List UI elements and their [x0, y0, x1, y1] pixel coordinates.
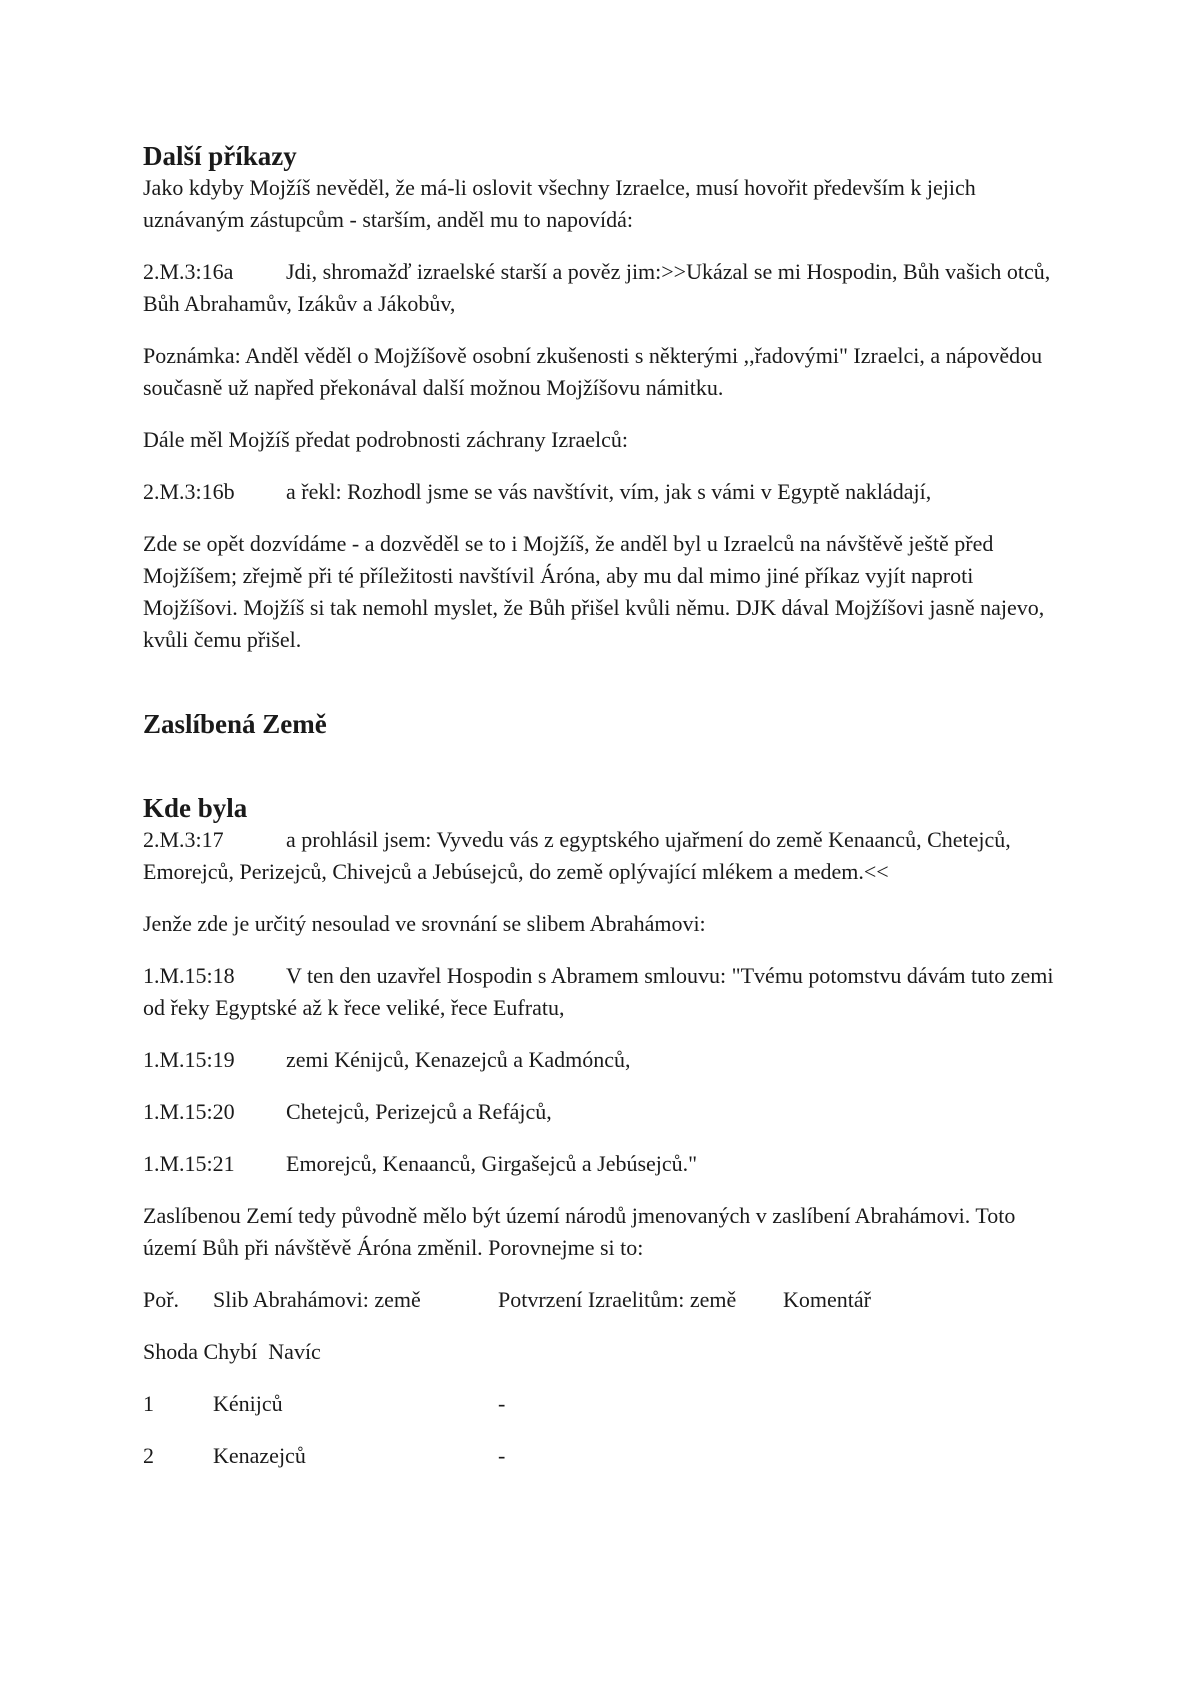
verse-2m-3-16a: [143, 256, 1063, 320]
column-header: Poř.: [143, 1287, 180, 1312]
paragraph-discrepancy: Jenže zde je určitý nesoulad ve srovnání se slibem Abrahámovi:: [143, 911, 706, 936]
paragraph-details: Dále měl Mojžíš předat podrobnosti záchrany Izraelců:: [143, 427, 629, 452]
verse-2m-3-17: [143, 824, 1063, 888]
table-row: [143, 1388, 1063, 1420]
comparison-table: [143, 1284, 1063, 1472]
verse-2m-3-16b: [143, 476, 1063, 508]
verse-text: Chetejců, Perizejců a Refájců,: [286, 1099, 552, 1124]
column-header: Slib Abrahámovi: země: [213, 1287, 421, 1312]
paragraph-commentary: Zde se opět dozvídáme - a dozvěděl se to i Mojžíš, že anděl byl u Izraelců na návštěvě ještě před Mojžíšem; zřejmě při té příležitosti navštívil Áróna, aby mu dal mimo jiné příkaz vyjít naproti Mojžíšovi. Mojžíš si tak nemohl myslet, že Bůh přišel kvůli němu. DJK dával Mojžíšovi jasně najevo, kvůli čemu přišel.: [143, 531, 1045, 652]
verse-ref: 2.M.3:16a: [143, 259, 234, 284]
paragraph-comparison: Zaslíbenou Zemí tedy původně mělo být území národů jmenovaných v zaslíbení Abrahámovi. Toto území Bůh při návštěvě Áróna změnil. Porovnejme si to:: [143, 1203, 1016, 1260]
verse-text: Emorejců, Kenaanců, Girgašejců a Jebúsejců.": [286, 1151, 698, 1176]
section-heading-zaslibena-zeme: Zaslíbená Země: [143, 709, 327, 739]
verse-1m-15-19: [143, 1044, 1063, 1076]
document-content: [143, 140, 1063, 1472]
table-cell: 1: [143, 1391, 154, 1416]
verse-ref: 1.M.15:21: [143, 1151, 235, 1176]
section-heading-dalsi-prikazy: Další příkazy: [143, 141, 297, 171]
paragraph-note: Poznámka: Anděl věděl o Mojžíšově osobní zkušenosti s některými ,,řadovými" Izraelci, a nápovědou současně už napřed překonával další možnou Mojžíšovu námitku.: [143, 343, 1043, 400]
column-subheader: Shoda Chybí Navíc: [143, 1339, 321, 1364]
paragraph-intro: Jako kdyby Mojžíš nevěděl, že má-li oslovit všechny Izraelce, musí hovořit především k jejich uznávaným zástupcům - starším, anděl mu to napovídá:: [143, 175, 976, 232]
verse-text: V ten den uzavřel Hospodin s Abramem smlouvu: "Tvému potomstvu dávám tuto zemi od řeky Egyptské až k řece veliké, řece Eufratu,: [143, 963, 1054, 1020]
verse-1m-15-21: [143, 1148, 1063, 1180]
table-cell: 2: [143, 1443, 154, 1468]
verse-text: a prohlásil jsem: Vyvedu vás z egyptského ujařmení do země Kenaanců, Chetejců, Emorejců, Perizejců, Chivejců a Jebúsejců, do země oplývající mlékem a medem.<<: [143, 827, 1011, 884]
table-subheader-row: [143, 1336, 1063, 1368]
table-cell: Kénijců: [213, 1391, 283, 1416]
table-cell: -: [498, 1391, 506, 1416]
table-row: [143, 1440, 1063, 1472]
verse-ref: 1.M.15:20: [143, 1099, 235, 1124]
verse-text: zemi Kénijců, Kenazejců a Kadmónců,: [286, 1047, 631, 1072]
verse-text: Jdi, shromažď izraelské starší a pověz jim:>>Ukázal se mi Hospodin, Bůh vašich otců, Bůh Abrahamův, Izákův a Jákobův,: [143, 259, 1051, 316]
table-cell: -: [498, 1443, 506, 1468]
table-cell: Kenazejců: [213, 1443, 306, 1468]
table-header-row: [143, 1284, 1063, 1316]
column-header: Komentář: [783, 1287, 871, 1312]
verse-ref: 2.M.3:16b: [143, 479, 235, 504]
verse-ref: 1.M.15:19: [143, 1047, 235, 1072]
verse-1m-15-18: [143, 960, 1063, 1024]
verse-ref: 2.M.3:17: [143, 827, 224, 852]
column-header: Potvrzení Izraelitům: země: [498, 1287, 737, 1312]
verse-ref: 1.M.15:18: [143, 963, 235, 988]
verse-1m-15-20: [143, 1096, 1063, 1128]
section-heading-kde-byla: Kde byla: [143, 793, 248, 823]
verse-text: a řekl: Rozhodl jsme se vás navštívit, vím, jak s vámi v Egyptě nakládají,: [286, 479, 932, 504]
